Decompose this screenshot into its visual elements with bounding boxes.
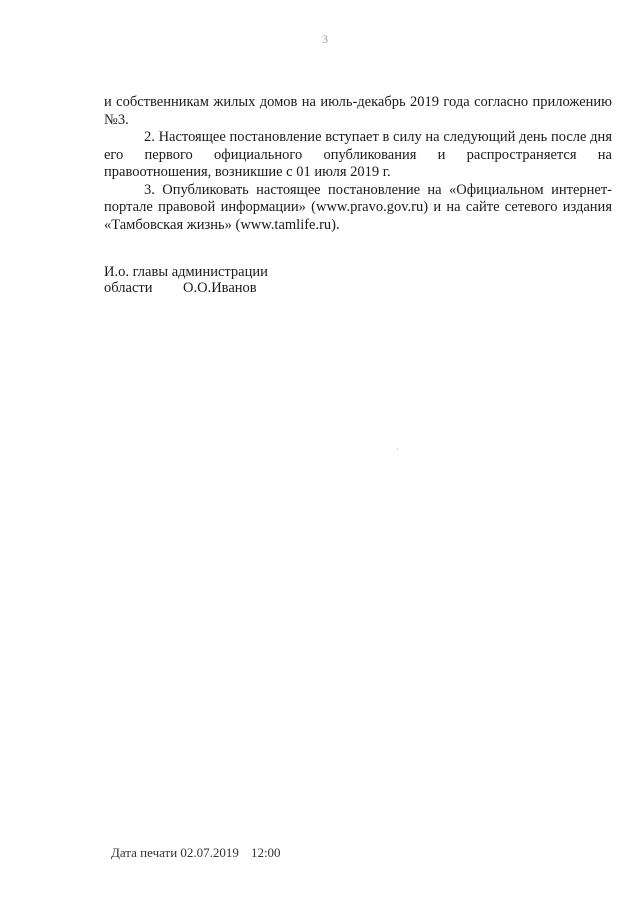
signatory-name: О.О.Иванов [183,280,257,296]
scan-speck [397,448,398,449]
signatory-line [104,280,268,296]
paragraph-item-2: 2. Настоящее постановление вступает в силу на следующий день после дня его первого официального опубликования и распространяется на правоотношения, возникшие с 01 июля 2019 г. [104,129,612,180]
paragraph-continuation: и собственникам жилых домов на июль-декабрь 2019 года согласно приложению №3. [104,94,612,128]
print-date: Дата печати 02.07.2019 [111,845,239,860]
print-date-footer [111,845,281,861]
page-number: 3 [322,32,328,46]
document-body [104,94,612,234]
signatory-region: области [104,280,153,296]
paragraph-item-3: 3. Опубликовать настоящее постановление на «Официальном интернет-портале правовой информации» (www.pravo.gov.ru) и на сайте сетевого издания «Тамбовская жизнь» (www.tamlife.ru). [104,181,612,233]
signatory-title: И.о. главы администрации [104,264,268,280]
signature-block [104,264,268,296]
print-time: 12:00 [250,845,281,860]
